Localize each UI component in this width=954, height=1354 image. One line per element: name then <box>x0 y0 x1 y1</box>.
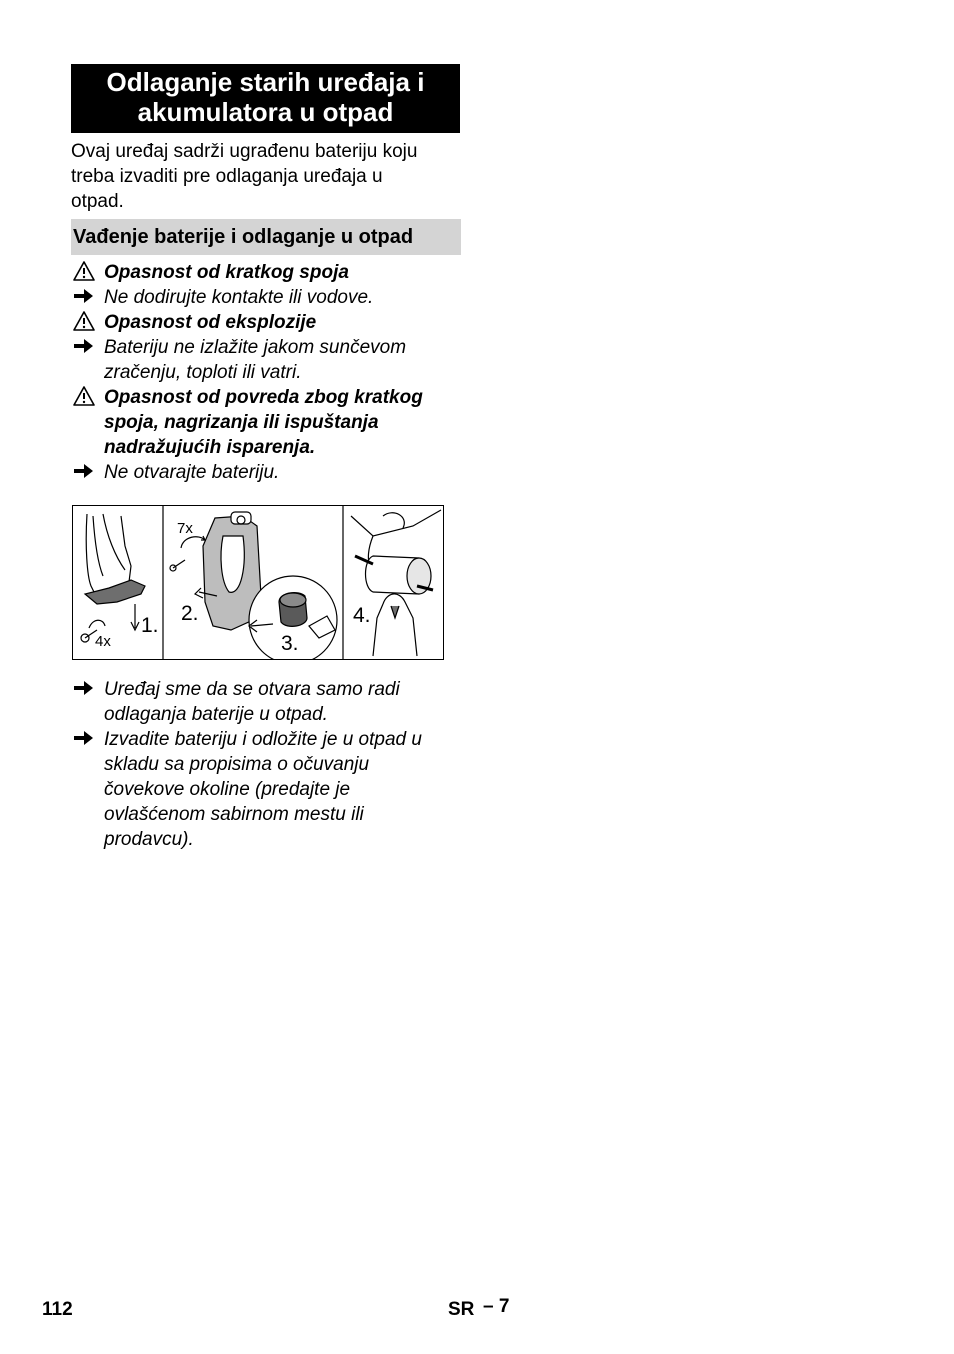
section-page-number: – 7 <box>483 1296 510 1317</box>
item-text-line: Opasnost od kratkog spoja <box>104 262 349 283</box>
arrow-right-icon <box>72 460 98 485</box>
step-label-2: 2. <box>181 602 199 625</box>
warning-triangle-icon <box>72 260 98 285</box>
step-label-1: 1. <box>141 614 159 637</box>
screw-count-top: 7x <box>177 520 193 537</box>
instruction-item <box>71 460 461 485</box>
step-label-4: 4. <box>353 604 371 627</box>
section-title-line2: akumulatora u otpad <box>137 97 394 127</box>
instruction-item <box>71 335 461 385</box>
intro-line2: treba izvaditi pre odlaganja uređaja u <box>71 166 383 187</box>
illustration-drawing <box>73 506 443 659</box>
page-number: 112 <box>42 1299 73 1320</box>
item-text-line: skladu sa propisima o očuvanju <box>104 754 370 775</box>
warning-triangle-icon <box>72 310 98 335</box>
disposal-instructions-list <box>71 677 461 852</box>
section-title-line1: Odlaganje starih uređaja i <box>106 67 425 97</box>
step-label-3: 3. <box>281 632 299 655</box>
item-text-line: nadražujućih isparenja. <box>104 437 316 458</box>
item-text-line: Opasnost od eksplozije <box>104 312 317 333</box>
section-title <box>71 64 460 133</box>
warning-item <box>71 260 461 285</box>
intro-paragraph <box>71 139 461 214</box>
item-text-line: Uređaj sme da se otvara samo radi <box>104 679 400 700</box>
screw-count-bottom: 4x <box>95 633 111 650</box>
item-text-line: Bateriju ne izlažite jakom sunčevom <box>104 337 407 358</box>
item-text-line: Ne dodirujte kontakte ili vodove. <box>104 287 374 308</box>
item-text-line: prodavcu). <box>104 829 194 850</box>
item-text-line: odlaganja baterije u otpad. <box>104 704 328 725</box>
item-text-line: spoja, nagrizanja ili ispuštanja <box>104 412 379 433</box>
subheading: Vađenje baterije i odlaganje u otpad <box>71 219 461 255</box>
warning-triangle-icon <box>72 385 98 410</box>
arrow-right-icon <box>72 335 98 360</box>
instruction-item <box>71 677 461 727</box>
instruction-item <box>71 727 461 852</box>
arrow-right-icon <box>72 727 98 752</box>
item-text-line: Opasnost od povreda zbog kratkog <box>104 387 423 408</box>
instruction-item <box>71 285 461 310</box>
item-text-line: čovekove okoline (predajte je <box>104 779 351 800</box>
item-text-line: Ne otvarajte bateriju. <box>104 462 280 483</box>
safety-list <box>71 260 461 485</box>
battery-removal-illustration <box>72 505 444 660</box>
item-text-line: ovlašćenom sabirnom mestu ili <box>104 804 364 825</box>
item-text-line: Izvadite bateriju i odložite je u otpad u <box>104 729 422 750</box>
warning-item <box>71 310 461 335</box>
arrow-right-icon <box>72 285 98 310</box>
language-code: SR <box>448 1299 475 1320</box>
item-text-line: zračenju, toploti ili vatri. <box>104 362 302 383</box>
warning-item <box>71 385 461 460</box>
arrow-right-icon <box>72 677 98 702</box>
intro-line3: otpad. <box>71 191 124 212</box>
intro-line1: Ovaj uređaj sadrži ugrađenu bateriju koju <box>71 141 418 162</box>
